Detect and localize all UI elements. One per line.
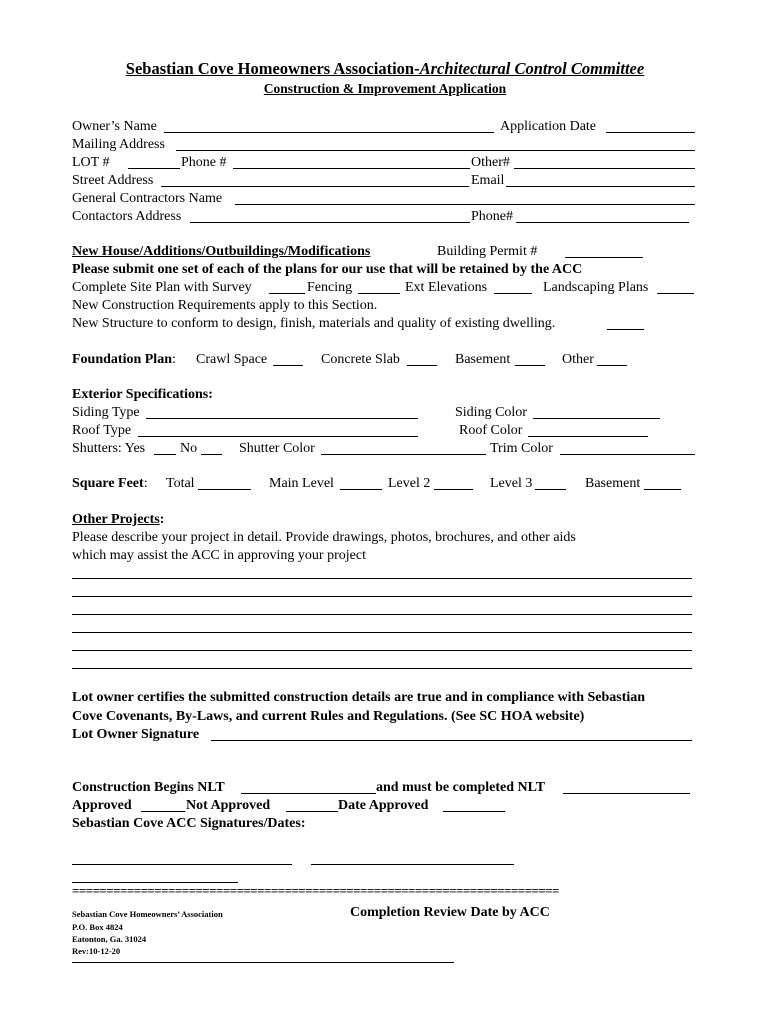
application-date-label: Application Date [500,119,597,134]
approved-label: Approved [72,798,132,813]
acc-signature-field[interactable] [72,864,292,865]
description-line[interactable] [72,578,692,579]
application-date-field[interactable] [606,132,695,133]
landscaping-label: Landscaping Plans [543,280,649,295]
date-approved-field[interactable] [443,811,505,812]
general-contractors-field[interactable] [235,204,695,205]
crawl-space-label: Crawl Space [196,352,268,367]
other-projects-line1: Please describe your project in detail. Provide drawings, photos, brochures, and other aids [72,530,576,545]
footer-city: Eatonton, Ga. 31024 [72,934,147,944]
level3-field[interactable] [535,489,566,490]
contractor-phone-field[interactable] [516,222,689,223]
lot-label: LOT # [72,155,110,170]
general-contractors-label: General Contractors Name [72,191,223,206]
siding-color-label: Siding Color [455,405,527,420]
building-permit-field[interactable] [565,257,643,258]
lot-field[interactable] [128,168,180,169]
owner-signature-label: Lot Owner Signature [72,727,200,742]
level3-label: Level 3 [490,476,533,491]
title-italic: Architectural Control Committee [419,59,645,78]
fencing-field[interactable] [358,293,400,294]
trim-color-field[interactable] [560,454,695,455]
street-address-field[interactable] [161,186,469,187]
square-feet-label: Square Feet: [72,476,148,491]
conform-field[interactable] [607,329,644,330]
ext-elevations-label: Ext Elevations [405,280,488,295]
basement-field[interactable] [515,365,545,366]
siding-color-field[interactable] [533,418,660,419]
shutters-yes-label: Shutters: Yes [72,441,146,456]
description-line[interactable] [72,596,692,597]
requirements-text: New Construction Requirements apply to this Section. [72,298,378,313]
phone-label: Phone # [181,155,227,170]
completion-review-label: Completion Review Date by ACC [350,905,550,920]
shutters-yes-field[interactable] [154,454,176,455]
page-subtitle: Construction & Improvement Application [263,81,507,96]
email-label: Email [471,173,505,188]
sf-basement-field[interactable] [644,489,681,490]
roof-type-field[interactable] [138,436,418,437]
main-level-field[interactable] [340,489,382,490]
mailing-address-label: Mailing Address [72,137,165,152]
description-line[interactable] [72,650,692,651]
exterior-heading: Exterior Specifications: [72,387,213,402]
description-line[interactable] [72,668,692,669]
conform-text: New Structure to conform to design, finish, materials and quality of existing dwelling. [72,316,556,331]
level2-label: Level 2 [388,476,431,491]
siding-type-field[interactable] [146,418,418,419]
approved-field[interactable] [141,811,185,812]
roof-type-label: Roof Type [72,423,132,438]
title-main: Sebastian Cove Homeowners Association- [125,59,420,78]
footer-rev: Rev:10-12-20 [72,946,121,956]
owners-name-label: Owner’s Name [72,119,157,134]
shutters-no-field[interactable] [201,454,222,455]
contractors-address-field[interactable] [190,222,470,223]
separator: ======================================================================= [72,883,559,898]
description-line[interactable] [72,632,692,633]
basement-label: Basement [455,352,511,367]
not-approved-field[interactable] [286,811,338,812]
phone-field[interactable] [233,168,470,169]
total-label: Total [166,476,195,491]
landscaping-field[interactable] [657,293,694,294]
completed-field[interactable] [563,793,690,794]
main-level-label: Main Level [269,476,334,491]
other-field[interactable] [514,168,695,169]
contractors-address-label: Contactors Address [72,209,182,224]
footer-po-box: P.O. Box 4824 [72,922,123,932]
crawl-space-field[interactable] [273,365,303,366]
other-projects-line2: which may assist the ACC in approving your project [72,548,366,563]
acc-signatures-label: Sebastian Cove ACC Signatures/Dates: [72,816,306,831]
other-label: Other# [471,155,510,170]
completion-review-field[interactable] [72,962,454,963]
foundation-label: Foundation Plan: [72,352,176,367]
site-plan-label: Complete Site Plan with Survey [72,280,252,295]
construction-begins-label: Construction Begins NLT [72,780,225,795]
contractor-phone-label: Phone# [471,209,513,224]
not-approved-label: Not Approved [186,798,271,813]
plans-instruction: Please submit one set of each of the plans for our use that will be retained by the ACC [72,262,583,277]
ext-elevations-field[interactable] [494,293,532,294]
roof-color-label: Roof Color [459,423,523,438]
description-line[interactable] [72,614,692,615]
completed-label: and must be completed NLT [376,780,546,795]
page-title [0,60,770,78]
new-house-heading: New House/Additions/Outbuildings/Modifications [72,244,371,259]
concrete-slab-field[interactable] [407,365,437,366]
foundation-other-label: Other [562,352,594,367]
siding-type-label: Siding Type [72,405,140,420]
certification-line2: Cove Covenants, By-Laws, and current Rules and Regulations. (See SC HOA website) [72,709,585,724]
total-field[interactable] [198,489,251,490]
site-plan-field[interactable] [269,293,305,294]
fencing-label: Fencing [307,280,353,295]
street-address-label: Street Address [72,173,154,188]
shutter-color-field[interactable] [321,454,486,455]
construction-begins-field[interactable] [241,793,376,794]
certification-line1: Lot owner certifies the submitted construction details are true and in compliance with Sebastian [72,690,646,705]
trim-color-label: Trim Color [490,441,553,456]
shutters-no-label: No [180,441,198,456]
owner-signature-field[interactable] [211,740,692,741]
mailing-address-field[interactable] [176,150,695,151]
foundation-other-field[interactable] [597,365,627,366]
sf-basement-label: Basement [585,476,641,491]
roof-color-field[interactable] [528,436,648,437]
acc-signature-field[interactable] [311,864,514,865]
date-approved-label: Date Approved [338,798,429,813]
building-permit-label: Building Permit # [437,244,538,259]
footer-org: Sebastian Cove Homeowners’ Association [72,909,223,919]
level2-field[interactable] [434,489,473,490]
other-projects-heading: Other Projects: [72,512,165,527]
owners-name-field[interactable] [164,132,494,133]
email-field[interactable] [506,186,695,187]
concrete-slab-label: Concrete Slab [321,352,400,367]
shutter-color-label: Shutter Color [239,441,315,456]
